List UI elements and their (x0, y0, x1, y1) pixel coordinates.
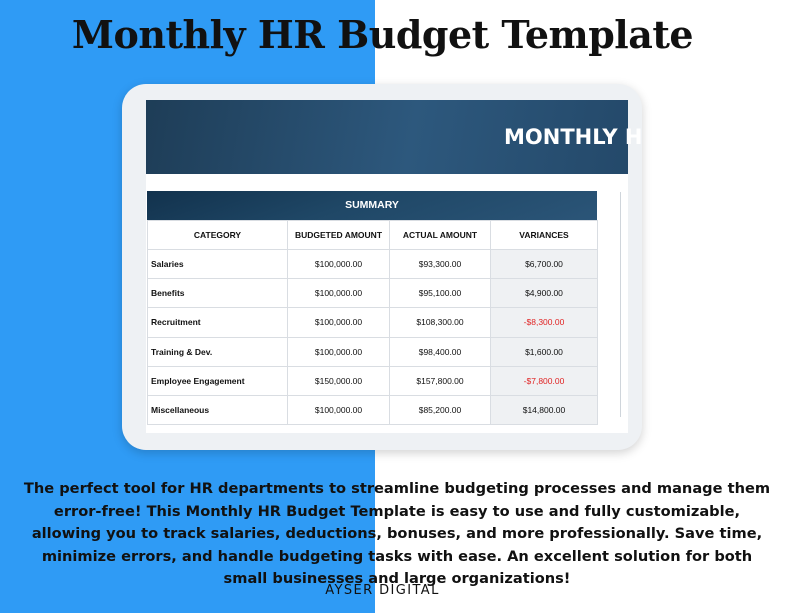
budgeted-cell: $150,000.00 (288, 366, 390, 395)
summary-grid (147, 220, 598, 425)
table-row (148, 395, 598, 424)
tablet-screen (146, 100, 643, 433)
table-row (148, 366, 598, 395)
summary-table (147, 191, 597, 425)
spreadsheet-banner (146, 100, 643, 174)
budgeted-cell: $100,000.00 (288, 308, 390, 337)
product-description: The perfect tool for HR departments to streamline budgeting processes and manage them error-free! This Monthly HR Budget Template is easy to use and fully customizable, allowing you to track salaries, deductions, bonuses, and more professionally. Save time, minimize errors, and handle budgeting tasks with ease. An excellent solution for both small businesses and large organizations! (23, 480, 771, 587)
actual-cell: $157,800.00 (390, 366, 491, 395)
header-row (148, 221, 598, 250)
variance-cell: -$7,800.00 (491, 366, 598, 395)
actual-cell: $98,400.00 (390, 337, 491, 366)
column-header-variances: VARIANCES (491, 221, 598, 250)
budgeted-cell: $100,000.00 (288, 279, 390, 308)
category-cell: Training & Dev. (148, 337, 288, 366)
variance-cell: $6,700.00 (491, 250, 598, 279)
category-cell: Miscellaneous (148, 395, 288, 424)
table-row (148, 279, 598, 308)
category-cell: Employee Engagement (148, 366, 288, 395)
budgeted-cell: $100,000.00 (288, 250, 390, 279)
category-cell: Salaries (148, 250, 288, 279)
brand-footer: AYSER DIGITAL (325, 583, 440, 598)
side-panel-divider (620, 192, 621, 417)
tablet-mockup (122, 84, 642, 450)
summary-title: SUMMARY (147, 191, 597, 220)
variance-cell: $1,600.00 (491, 337, 598, 366)
table-row (148, 337, 598, 366)
actual-cell: $85,200.00 (390, 395, 491, 424)
banner-title: MONTHLY H (504, 125, 643, 149)
variance-cell: $4,900.00 (491, 279, 598, 308)
column-header-actual: ACTUAL AMOUNT (390, 221, 491, 250)
budgeted-cell: $100,000.00 (288, 395, 390, 424)
variance-cell: -$8,300.00 (491, 308, 598, 337)
column-header-budgeted: BUDGETED AMOUNT (288, 221, 390, 250)
actual-cell: $95,100.00 (390, 279, 491, 308)
actual-cell: $108,300.00 (390, 308, 491, 337)
category-cell: Benefits (148, 279, 288, 308)
variance-cell: $14,800.00 (491, 395, 598, 424)
column-header-category: CATEGORY (148, 221, 288, 250)
actual-cell: $93,300.00 (390, 250, 491, 279)
table-row (148, 250, 598, 279)
budgeted-cell: $100,000.00 (288, 337, 390, 366)
category-cell: Recruitment (148, 308, 288, 337)
page-title: Monthly HR Budget Template (71, 12, 694, 57)
table-row (148, 308, 598, 337)
